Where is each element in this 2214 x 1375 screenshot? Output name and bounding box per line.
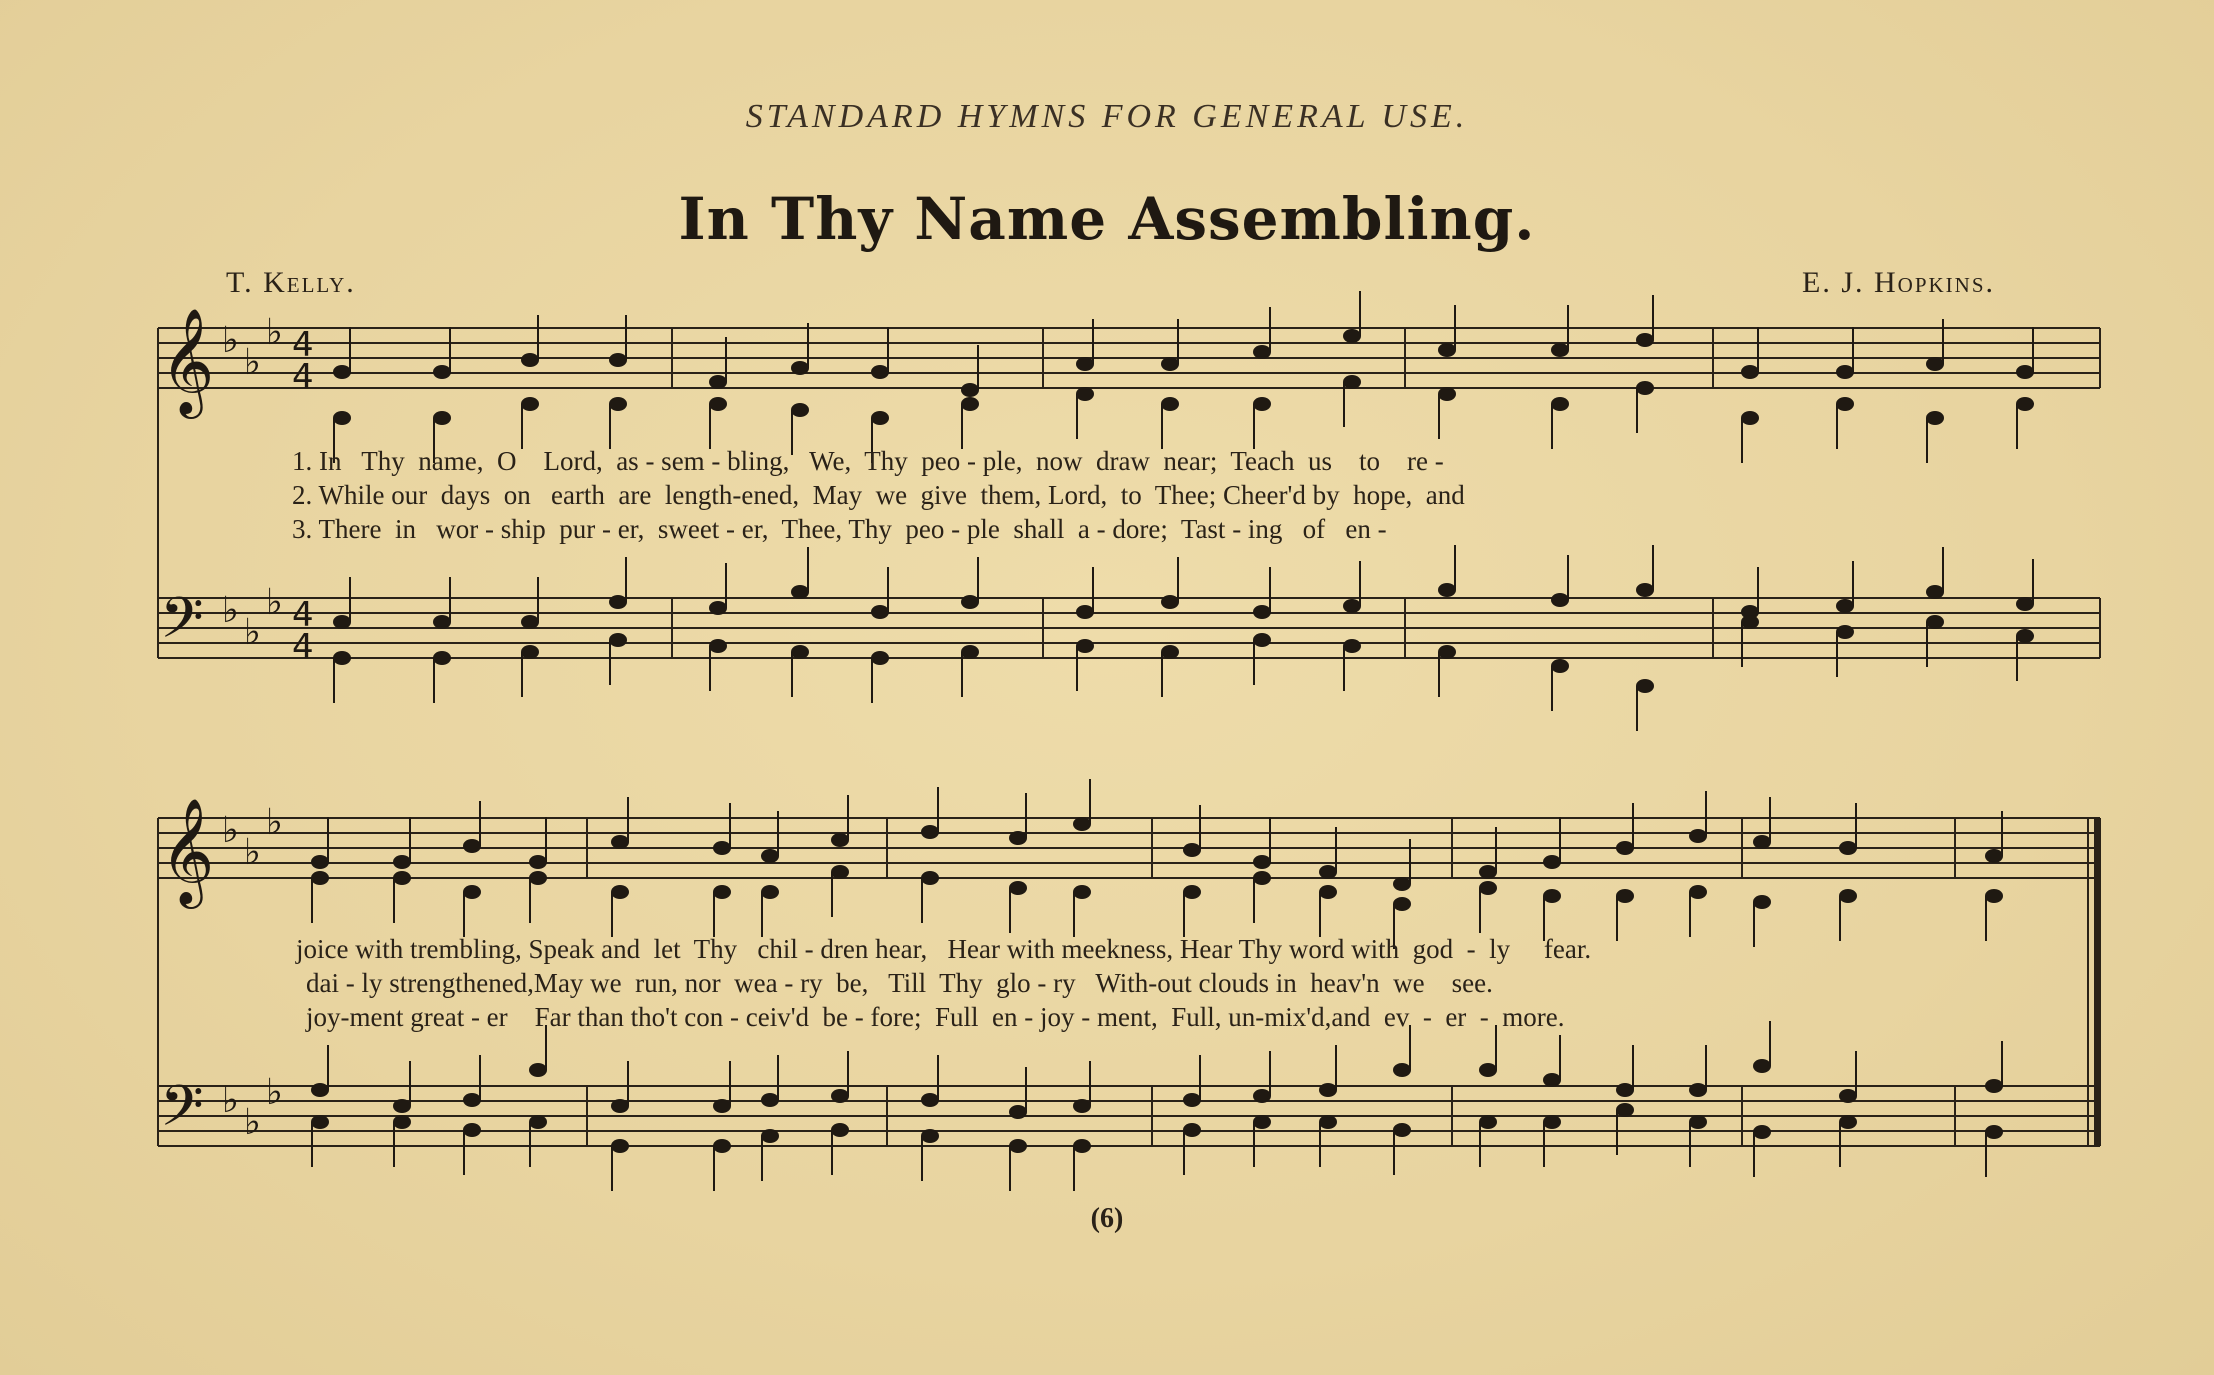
soprano-note [921, 825, 939, 839]
page-number: (6) [1090, 1203, 1124, 1234]
soprano-note [791, 361, 809, 375]
tenor-note [1836, 599, 1854, 613]
flat-icon: ♭ [244, 832, 261, 873]
alto-note [393, 871, 411, 885]
alto-note [1636, 381, 1654, 395]
soprano-note [1253, 345, 1271, 359]
soprano-note [761, 849, 779, 863]
tenor-note [961, 595, 979, 609]
bass-note [1319, 1115, 1337, 1129]
flat-icon: ♭ [222, 320, 239, 361]
alto-note [1183, 885, 1201, 899]
tenor-note [393, 1099, 411, 1113]
alto-note [529, 871, 547, 885]
tenor-note [463, 1093, 481, 1107]
alto-note [831, 865, 849, 879]
flat-icon: ♭ [222, 810, 239, 851]
bass-note [1616, 1103, 1634, 1117]
bass-note [1543, 1115, 1561, 1129]
bass-note [1753, 1125, 1771, 1139]
soprano-note [521, 353, 539, 367]
time-signature: 4 [292, 627, 314, 667]
alto-note [1753, 895, 1771, 909]
alto-note [1479, 881, 1497, 895]
alto-note [333, 411, 351, 425]
bass-note [713, 1139, 731, 1153]
system1-verse2: 2. While our days on earth are length-ened, May we give them, Lord, to Thee; Cheer'd by hope, and [292, 480, 1465, 510]
soprano-note [611, 835, 629, 849]
alto-note [521, 397, 539, 411]
alto-note [1741, 411, 1759, 425]
tenor-note [1543, 1073, 1561, 1087]
flat-icon: ♭ [222, 590, 239, 631]
bass-note [1009, 1139, 1027, 1153]
tenor-note [761, 1093, 779, 1107]
tenor-note [609, 595, 627, 609]
bass-note [611, 1139, 629, 1153]
bass-note [1479, 1115, 1497, 1129]
bass-note [1161, 645, 1179, 659]
alto-note [1836, 397, 1854, 411]
soprano-note [1836, 365, 1854, 379]
soprano-note [529, 855, 547, 869]
soprano-note [713, 841, 731, 855]
bass-note [1076, 639, 1094, 653]
soprano-note [1741, 365, 1759, 379]
alto-note [1926, 411, 1944, 425]
system2-verse2: dai - ly strengthened,May we run, nor wea - ry be, Till Thy glo - ry With-out clouds in heav'n we see. [306, 968, 1493, 998]
bass-note [529, 1115, 547, 1129]
tenor-note [1839, 1089, 1857, 1103]
soprano-note [609, 353, 627, 367]
alto-note [961, 397, 979, 411]
soprano-note [1543, 855, 1561, 869]
system2-verse3: joy-ment great - er Far than tho't con - ceiv'd be - fore; Full en - joy - ment, Full, un-mix'd,and ev - er - more. [306, 1002, 1565, 1032]
alto-note [609, 397, 627, 411]
time-signature: 4 [292, 595, 314, 635]
soprano-note [1551, 343, 1569, 357]
bass-note [1253, 1115, 1271, 1129]
soprano-note [1839, 841, 1857, 855]
alto-note [1616, 889, 1634, 903]
soprano-note [1636, 333, 1654, 347]
alto-note [1839, 889, 1857, 903]
tenor-note [871, 605, 889, 619]
time-signature: 4 [292, 325, 314, 365]
tenor-note [311, 1083, 329, 1097]
tenor-note [1393, 1063, 1411, 1077]
soprano-note [1183, 843, 1201, 857]
soprano-note [1343, 329, 1361, 343]
soprano-note [1076, 357, 1094, 371]
soprano-note [333, 365, 351, 379]
soprano-note [1161, 357, 1179, 371]
soprano-note [1319, 865, 1337, 879]
soprano-note [1393, 877, 1411, 891]
soprano-note [393, 855, 411, 869]
bass-note [609, 633, 627, 647]
soprano-note [463, 839, 481, 853]
tenor-note [433, 615, 451, 629]
alto-note [871, 411, 889, 425]
alto-note [1076, 387, 1094, 401]
alto-note [1009, 881, 1027, 895]
bass-clef-icon: 𝄢 [160, 1074, 204, 1153]
alto-note [1985, 889, 2003, 903]
system2-verse1: joice with trembling, Speak and let Thy chil - dren hear, Hear with meekness, Hear Thy word with god - ly fear. [296, 934, 1592, 964]
alto-note [1393, 897, 1411, 911]
bass-note [1741, 615, 1759, 629]
bass-note [521, 645, 539, 659]
tenor-note [713, 1099, 731, 1113]
bass-note [1073, 1139, 1091, 1153]
bass-note [333, 651, 351, 665]
alto-note [1343, 375, 1361, 389]
soprano-note [871, 365, 889, 379]
hymn-title: In Thy Name Assembling. [678, 185, 1536, 253]
bass-note [311, 1115, 329, 1129]
alto-note [311, 871, 329, 885]
lyricist-credit: T. Kelly. [226, 266, 356, 299]
bass-note [1839, 1115, 1857, 1129]
soprano-note [709, 375, 727, 389]
tenor-note [831, 1089, 849, 1103]
tenor-note [2016, 597, 2034, 611]
flat-icon: ♭ [244, 1102, 261, 1143]
bass-note [1438, 645, 1456, 659]
bass-note [1689, 1115, 1707, 1129]
flat-icon: ♭ [244, 342, 261, 383]
alto-note [791, 403, 809, 417]
soprano-note [311, 855, 329, 869]
soprano-note [831, 833, 849, 847]
bass-note [1183, 1123, 1201, 1137]
tenor-note [1636, 583, 1654, 597]
treble-clef-icon: 𝄞 [160, 307, 215, 414]
flat-icon: ♭ [266, 1072, 283, 1113]
tenor-note [529, 1063, 547, 1077]
tenor-note [1161, 595, 1179, 609]
bass-note [761, 1129, 779, 1143]
bass-note [1393, 1123, 1411, 1137]
bass-note [1926, 615, 1944, 629]
alto-note [1253, 397, 1271, 411]
tenor-note [1479, 1063, 1497, 1077]
tenor-note [1551, 593, 1569, 607]
system1-verse3: 3. There in wor - ship pur - er, sweet - er, Thee, Thy peo - ple shall a - dore; Tast - ing of en - [292, 514, 1387, 544]
bass-note [709, 639, 727, 653]
soprano-note [1009, 831, 1027, 845]
alto-note [761, 885, 779, 899]
soprano-note [961, 383, 979, 397]
tenor-note [1343, 599, 1361, 613]
alto-note [709, 397, 727, 411]
treble-clef-icon: 𝄞 [160, 797, 215, 904]
bass-clef-icon: 𝄢 [160, 586, 204, 665]
tenor-note [921, 1093, 939, 1107]
tenor-note [1438, 583, 1456, 597]
alto-note [1073, 885, 1091, 899]
bass-note [1636, 679, 1654, 693]
soprano-note [1926, 357, 1944, 371]
bass-note [1985, 1125, 2003, 1139]
flat-icon: ♭ [266, 582, 283, 623]
soprano-note [1073, 817, 1091, 831]
alto-note [1253, 871, 1271, 885]
soprano-note [1753, 835, 1771, 849]
composer-credit: E. J. Hopkins. [1802, 266, 1996, 299]
bass-note [961, 645, 979, 659]
bass-note [1253, 633, 1271, 647]
tenor-note [1076, 605, 1094, 619]
soprano-note [1253, 855, 1271, 869]
bass-note [1343, 639, 1361, 653]
flat-icon: ♭ [222, 1080, 239, 1121]
alto-note [713, 885, 731, 899]
alto-note [1689, 885, 1707, 899]
bass-note [1836, 625, 1854, 639]
tenor-note [1926, 585, 1944, 599]
soprano-note [1438, 343, 1456, 357]
page-header: STANDARD HYMNS FOR GENERAL USE. [745, 98, 1469, 135]
tenor-note [521, 615, 539, 629]
soprano-note [1689, 829, 1707, 843]
alto-note [1543, 889, 1561, 903]
system1-verse1: 1. In Thy name, O Lord, as - sem - bling, We, Thy peo - ple, now draw near; Teach us to re - [292, 446, 1444, 476]
bass-note [2016, 629, 2034, 643]
tenor-note [791, 585, 809, 599]
soprano-note [2016, 365, 2034, 379]
alto-note [1161, 397, 1179, 411]
flat-icon: ♭ [266, 802, 283, 843]
tenor-note [1253, 605, 1271, 619]
alto-note [1438, 387, 1456, 401]
bass-note [433, 651, 451, 665]
alto-note [1551, 397, 1569, 411]
tenor-note [1985, 1079, 2003, 1093]
alto-note [463, 885, 481, 899]
soprano-note [1985, 849, 2003, 863]
tenor-note [611, 1099, 629, 1113]
tenor-note [1073, 1099, 1091, 1113]
tenor-note [1319, 1083, 1337, 1097]
bass-note [831, 1123, 849, 1137]
alto-note [2016, 397, 2034, 411]
soprano-note [1479, 865, 1497, 879]
tenor-note [1009, 1105, 1027, 1119]
flat-icon: ♭ [244, 612, 261, 653]
alto-note [921, 871, 939, 885]
bass-note [393, 1115, 411, 1129]
alto-note [1319, 885, 1337, 899]
alto-note [433, 411, 451, 425]
tenor-note [1753, 1059, 1771, 1073]
soprano-note [1616, 841, 1634, 855]
bass-note [463, 1123, 481, 1137]
final-barline-thick [2094, 818, 2101, 1146]
flat-icon: ♭ [266, 312, 283, 353]
tenor-note [1253, 1089, 1271, 1103]
tenor-note [333, 615, 351, 629]
time-signature: 4 [292, 357, 314, 397]
bass-note [1551, 659, 1569, 673]
bass-note [791, 645, 809, 659]
bass-note [871, 651, 889, 665]
tenor-note [1689, 1083, 1707, 1097]
tenor-note [709, 601, 727, 615]
soprano-note [433, 365, 451, 379]
bass-note [921, 1129, 939, 1143]
tenor-note [1183, 1093, 1201, 1107]
alto-note [611, 885, 629, 899]
tenor-note [1616, 1083, 1634, 1097]
